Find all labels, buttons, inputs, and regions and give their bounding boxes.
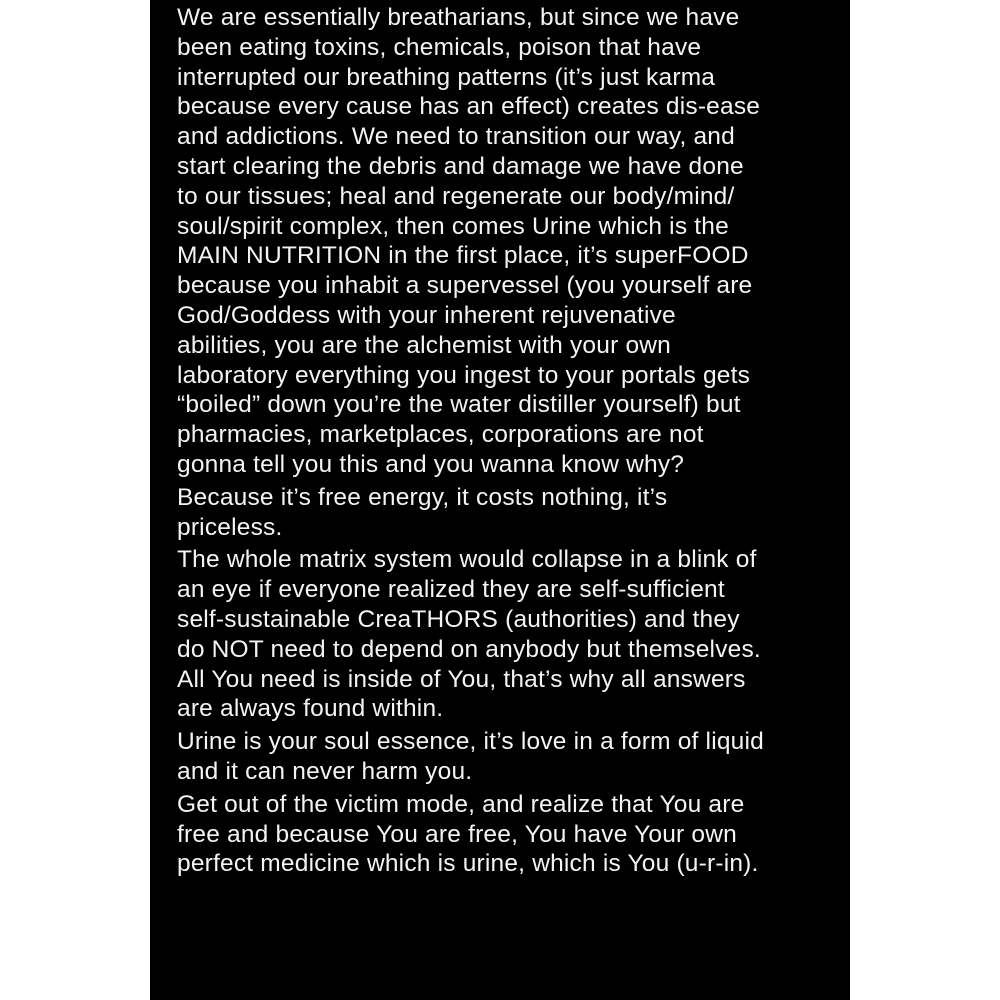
note-text-line: because you inhabit a supervessel (you yourself are [177,272,753,300]
note-text-line: because every cause has an effect) creates dis-ease [177,93,761,121]
note-text-line: The whole matrix system would collapse in a blink of [177,546,757,574]
note-text-line: free and because You are free, You have Your own [177,820,737,848]
note-text-line: soul/spirit complex, then comes Urine which is the [177,212,729,240]
note-text-line: abilities, you are the alchemist with your own [177,331,671,359]
note-paragraph [177,3,837,480]
note-screen [150,0,850,1000]
note-text-line: are always found within. [177,695,444,723]
note-text-line: and addictions. We need to transition our way, and [177,123,735,151]
note-text-line: start clearing the debris and damage we have done [177,152,744,180]
note-text-line: to our tissues; heal and regenerate our body/mind/ [177,182,735,210]
note-text-line: an eye if everyone realized they are self-sufficient [177,576,725,604]
note-text-line: interrupted our breathing patterns (it’s just karma [177,63,716,91]
note-text-line: gonna tell you this and you wanna know why? [177,450,685,478]
note-text-line: Urine is your soul essence, it’s love in a form of liquid [177,728,764,756]
note-text-line: Because it’s free energy, it costs nothing, it’s [177,483,668,511]
note-text-line: God/Goddess with your inherent rejuvenative [177,301,676,329]
note-text-line: “boiled” down you’re the water distiller yourself) but [177,391,741,419]
note-text-line: and it can never harm you. [177,757,473,785]
note-text-line: We are essentially breatharians, but since we have [177,4,740,31]
note-text-line: All You need is inside of You, that’s why all answers [177,665,746,693]
note-text-line: priceless. [177,513,283,541]
note-paragraph [177,483,837,543]
note-text-body [177,3,837,882]
note-text-line: Get out of the victim mode, and realize that You are [177,790,745,818]
note-text-line: been eating toxins, chemicals, poison that have [177,33,702,61]
note-text-line: pharmacies, marketplaces, corporations are not [177,421,704,449]
note-paragraph [177,727,837,787]
note-text-line: MAIN NUTRITION in the first place, it’s superFOOD [177,242,749,270]
note-text-line: do NOT need to depend on anybody but themselves. [177,635,761,663]
note-text-line: laboratory everything you ingest to your portals gets [177,361,751,389]
note-paragraph [177,545,837,724]
note-text-line: perfect medicine which is urine, which is You (u-r-in). [177,850,759,878]
note-text-line: self-sustainable CreaTHORS (authorities) and they [177,605,740,633]
note-paragraph [177,790,837,879]
